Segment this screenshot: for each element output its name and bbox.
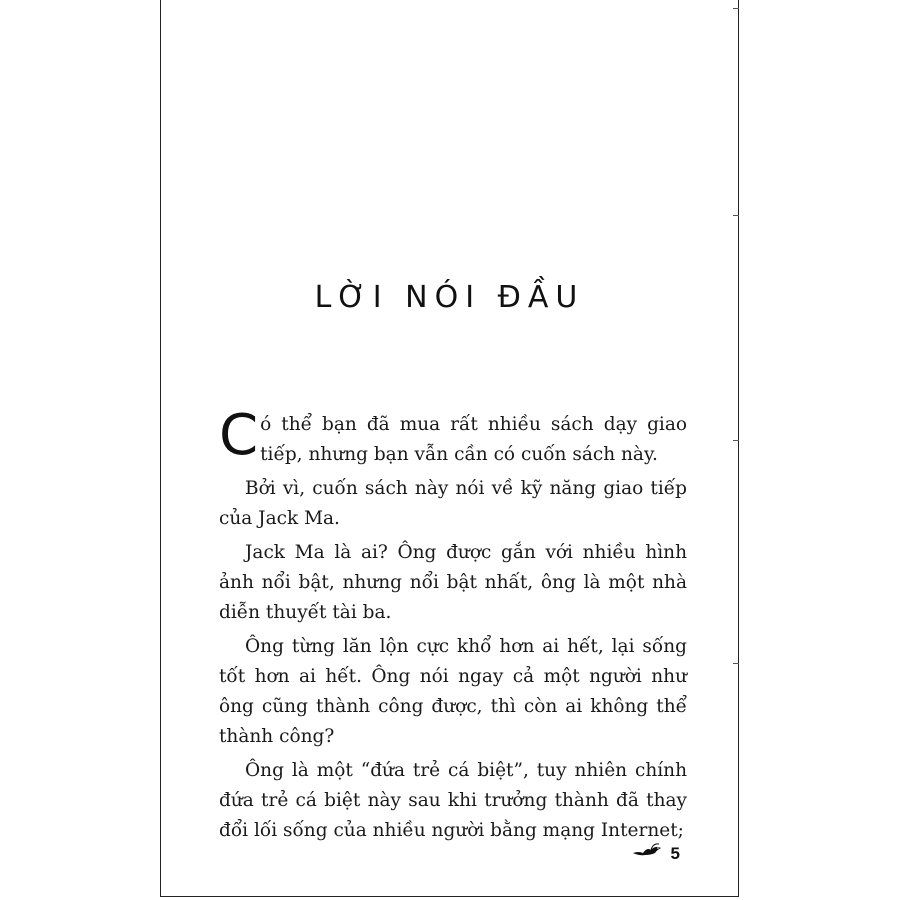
- crop-mark: [733, 8, 739, 9]
- paragraph-text: ó thể bạn đã mua rất nhiều sách dạy giao tiếp, nhưng bạn vẫn cần có cuốn sách này.: [260, 414, 687, 465]
- crop-mark: [733, 440, 739, 441]
- paragraph: Bởi vì, cuốn sách này nói về kỹ năng giao tiếp của Jack Ma.: [219, 478, 687, 529]
- page-footer: [631, 841, 680, 862]
- crop-mark: [733, 663, 739, 664]
- paragraph: [219, 403, 687, 470]
- crop-mark: [733, 215, 739, 216]
- paragraph: Ông từng lăn lộn cực khổ hơn ai hết, lại sống tốt hơn ai hết. Ông nói ngay cả một người như ông cũng thành công được, thì còn ai không thể thành công?: [219, 636, 687, 747]
- page-number: 5: [670, 844, 680, 863]
- body-text: [219, 403, 687, 850]
- bird-ornament-icon: [631, 841, 667, 862]
- book-page: [160, 0, 739, 897]
- drop-cap: C: [219, 403, 259, 468]
- paragraph: Ông là một “đứa trẻ cá biệt”, tuy nhiên chính đứa trẻ cá biệt này sau khi trưởng thành đã thay đổi lối sống của nhiều người bằng mạng Internet;: [219, 760, 687, 841]
- chapter-heading: LỜI NÓI ĐẦU: [314, 280, 585, 315]
- paragraph: Jack Ma là ai? Ông được gắn với nhiều hình ảnh nổi bật, nhưng nổi bật nhất, ông là một nhà diễn thuyết tài ba.: [219, 542, 687, 623]
